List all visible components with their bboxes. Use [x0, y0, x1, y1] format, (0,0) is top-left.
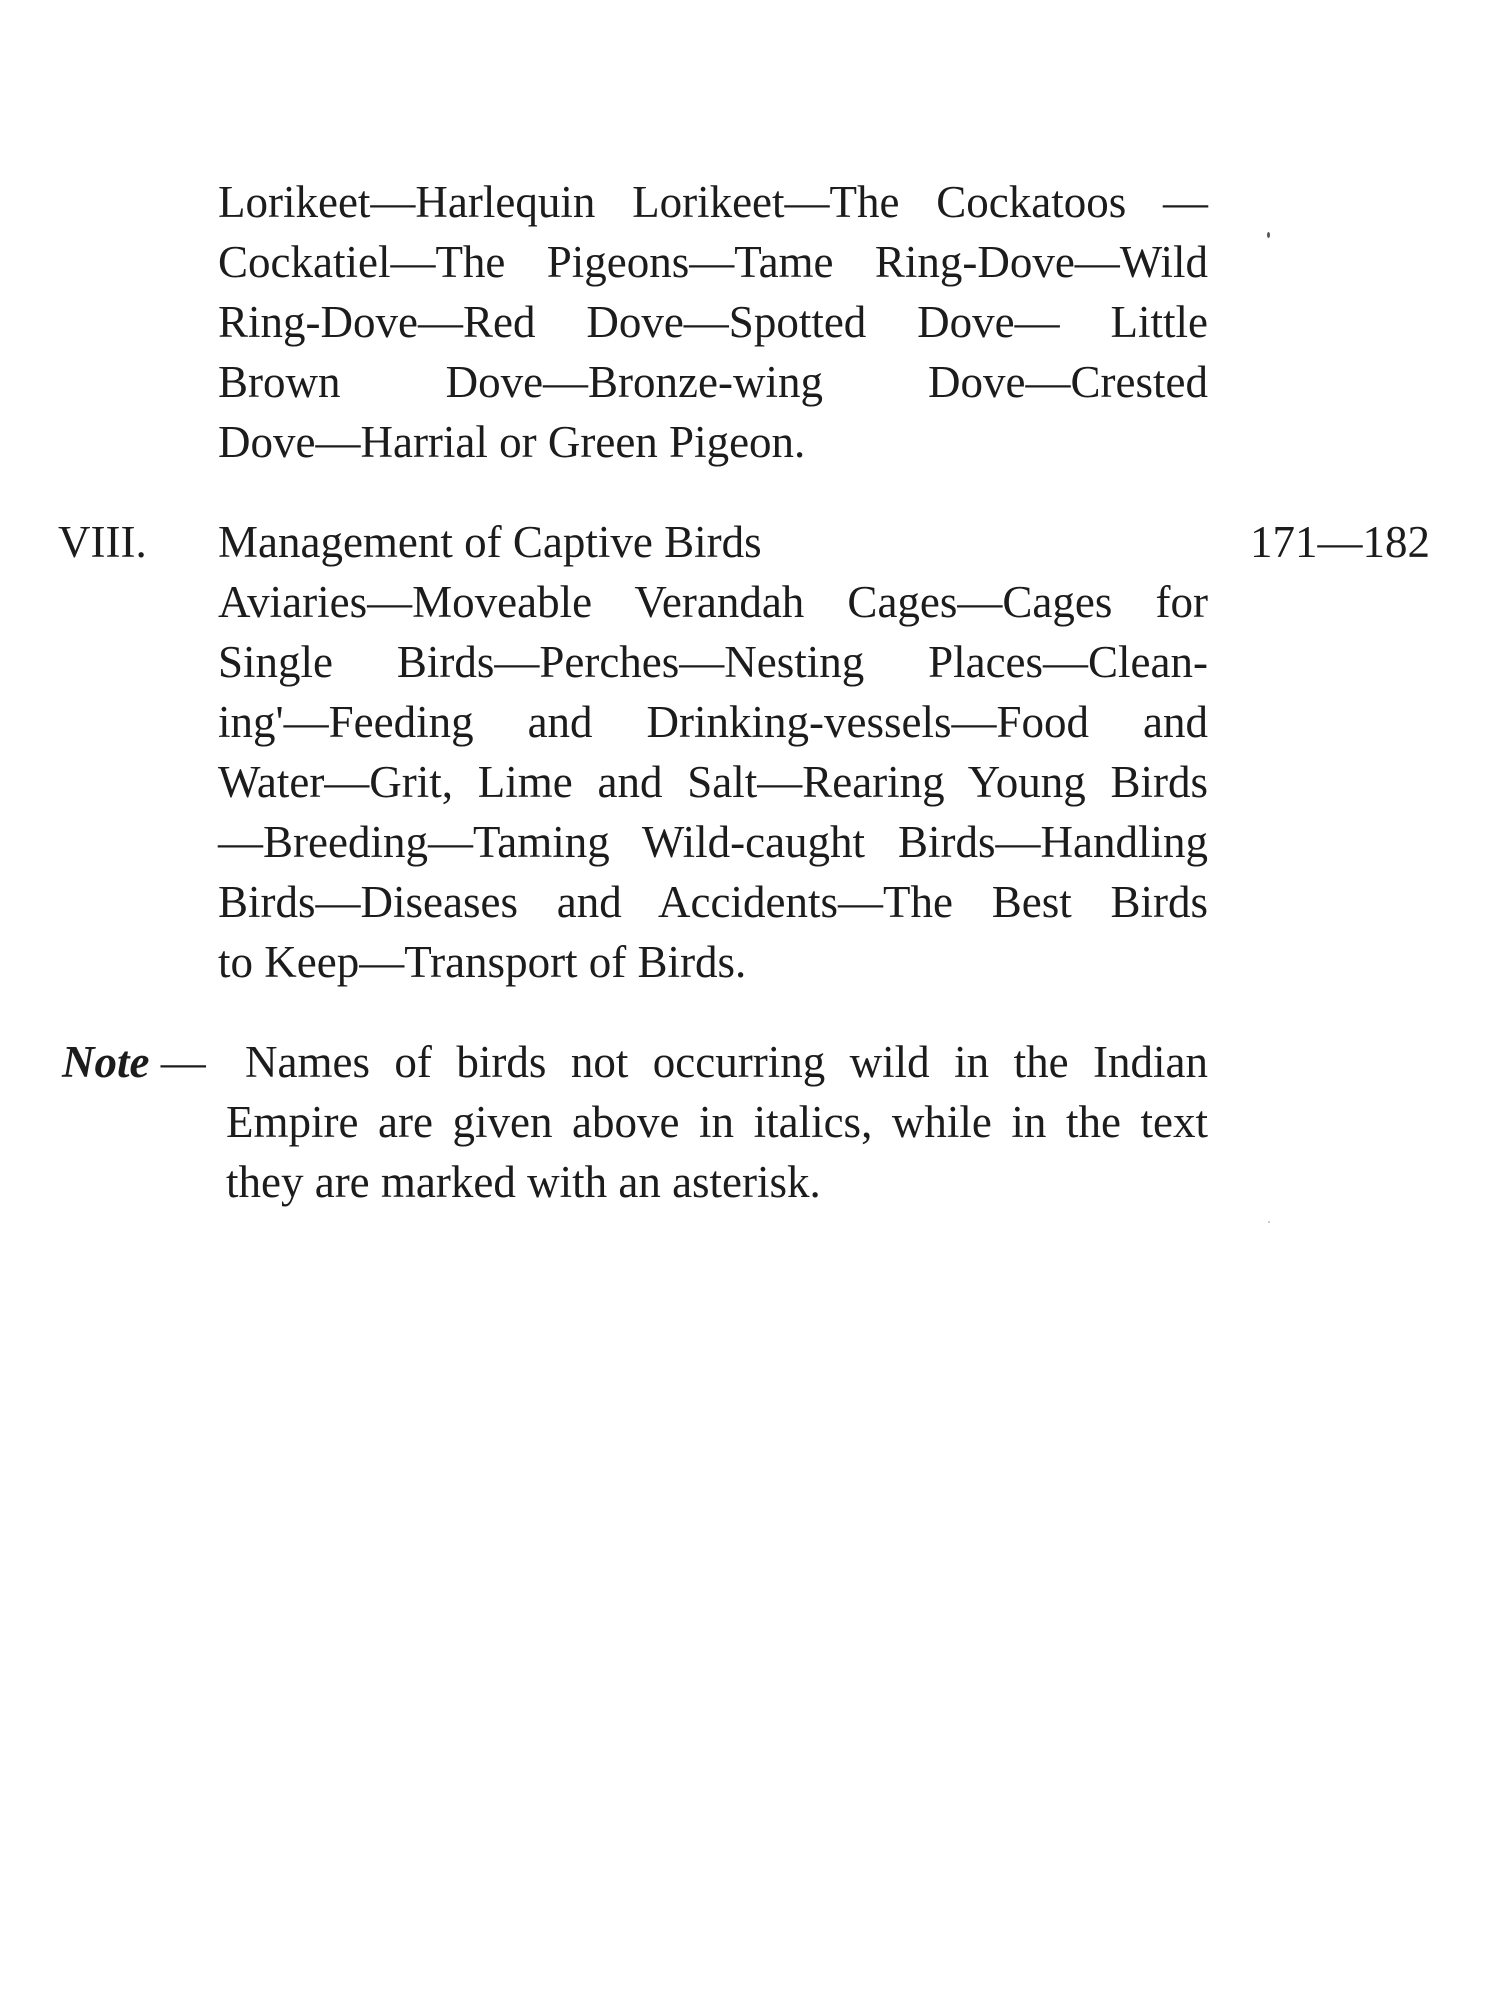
scan-speck [1267, 232, 1270, 238]
chapter-summary-line: Birds—Diseases and Accidents—The Best Birds [218, 877, 1208, 927]
contents-line: Ring-Dove—Red Dove—Spotted Dove— Little [218, 297, 1208, 347]
contents-line: Dove—Harrial or Green Pigeon. [218, 417, 806, 467]
chapter-page-range: 171—182 [1250, 517, 1430, 567]
chapter-summary-line: to Keep—Transport of Birds. [218, 937, 747, 987]
chapter-summary-line: ing'—Feeding and Drinking-vessels—Food and [218, 697, 1208, 747]
chapter-number: VIII. [58, 517, 147, 567]
chapter-summary-line: Water—Grit, Lime and Salt—Rearing Young Birds [218, 757, 1208, 807]
note-line: they are marked with an asterisk. [226, 1157, 821, 1207]
note-line: Empire are given above in italics, while in the text [226, 1097, 1208, 1147]
scan-speck [1268, 1221, 1270, 1223]
chapter-summary-line: Aviaries—Moveable Verandah Cages—Cages for [218, 577, 1208, 627]
contents-line: Lorikeet—Harlequin Lorikeet—The Cockatoos — [218, 177, 1208, 227]
note-heading [62, 1032, 206, 1092]
note-label: Note [62, 1037, 150, 1087]
contents-line: Cockatiel—The Pigeons—Tame Ring-Dove—Wild [218, 237, 1208, 287]
note-dash: — [160, 1037, 206, 1087]
chapter-summary-line: —Breeding—Taming Wild-caught Birds—Handling [218, 817, 1208, 867]
contents-line: Brown Dove—Bronze-wing Dove—Crested [218, 357, 1208, 407]
chapter-title: Management of Captive Birds [218, 517, 762, 567]
note-line: Names of birds not occurring wild in the Indian [245, 1037, 1208, 1087]
chapter-summary-line: Single Birds—Perches—Nesting Places—Clean- [218, 637, 1208, 687]
